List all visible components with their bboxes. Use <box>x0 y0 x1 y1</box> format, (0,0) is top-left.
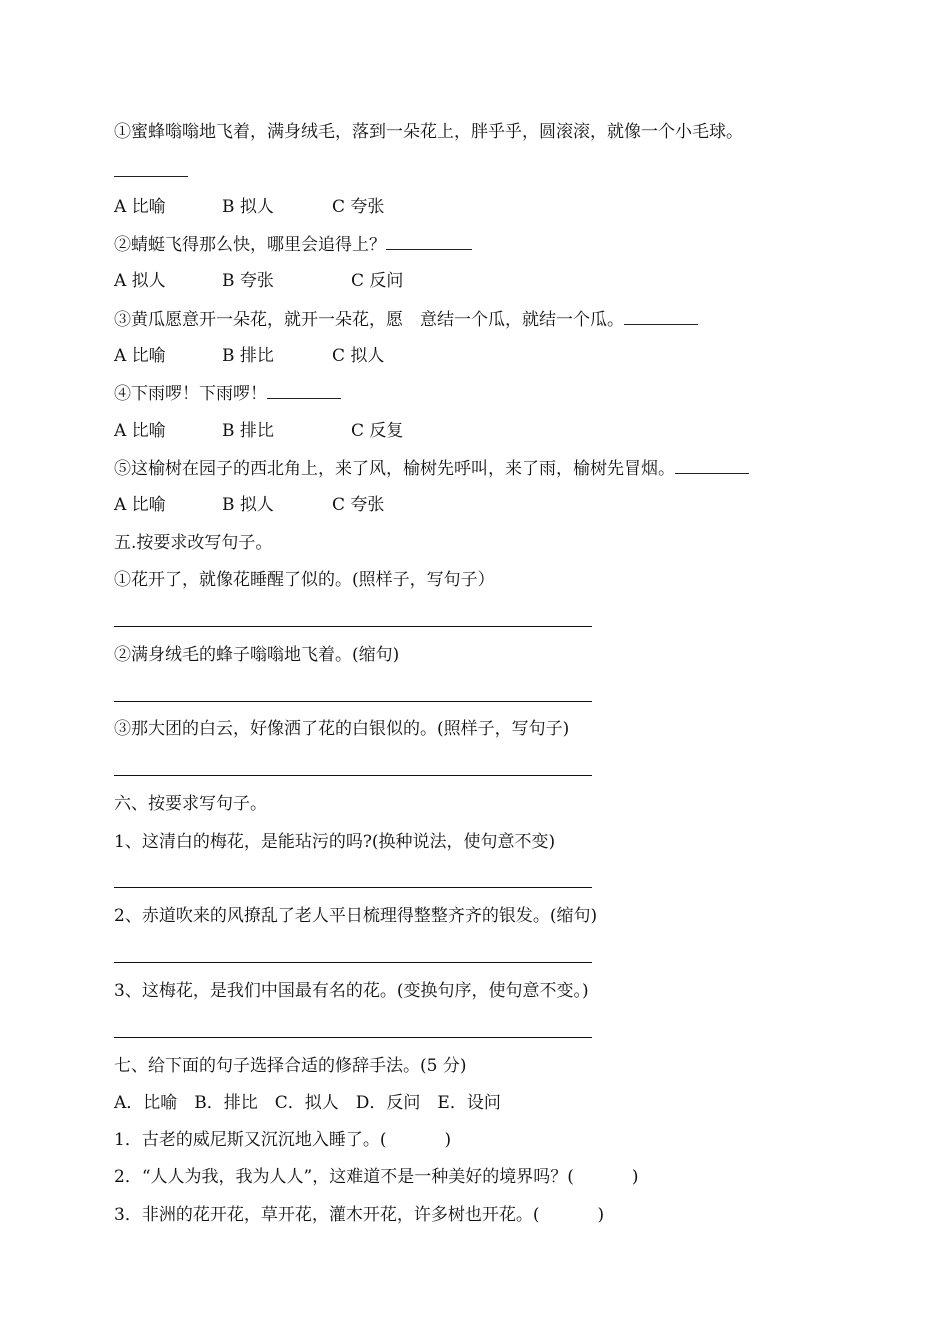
option[interactable]: B 排比 <box>222 346 274 366</box>
section-6-item-3: 3、这梅花，是我们中国最有名的花。(变换句序，使句意不变。) <box>114 981 589 1001</box>
section-5-item-2: ②满身绒毛的蜂子嗡嗡地飞着。(缩句) <box>114 645 400 665</box>
option[interactable]: A 比喻 <box>114 421 166 441</box>
question-3-text: ③黄瓜愿意开一朵花，就开一朵花，愿 意结一个瓜，就结一个瓜。 <box>114 308 698 331</box>
option[interactable]: A 比喻 <box>114 197 166 217</box>
option[interactable]: C 拟人 <box>332 346 385 366</box>
section-7-item-2: 2．“人人为我，我为人人”，这难道不是一种美好的境界吗？( ) <box>114 1167 639 1187</box>
question-3-options <box>114 345 384 367</box>
section-7-options: A．比喻 B．排比 C．拟人 D．反问 E．设问 <box>114 1093 501 1113</box>
answer-blank-4[interactable] <box>267 382 341 399</box>
answer-blank-1[interactable] <box>114 160 188 183</box>
option[interactable]: C 夸张 <box>332 495 385 515</box>
answer-line[interactable] <box>114 887 592 888</box>
section-5-item-1: ①花开了，就像花睡醒了似的。(照样子，写句子） <box>114 570 495 590</box>
option[interactable]: B 夸张 <box>222 271 274 291</box>
option[interactable]: B 排比 <box>222 421 274 441</box>
question-1-text: ①蜜蜂嗡嗡地飞着，满身绒毛，落到一朵花上，胖乎乎，圆滚滚，就像一个小毛球。 <box>114 122 743 142</box>
question-5-options <box>114 494 384 516</box>
question-2-options <box>114 270 403 292</box>
option[interactable]: A 比喻 <box>114 495 166 515</box>
section-7-item-1: 1．古老的威尼斯又沉沉地入睡了。( ) <box>114 1130 452 1150</box>
question-4-text: ④下雨啰！下雨啰！ <box>114 382 341 405</box>
section-7-title: 七、给下面的句子选择合适的修辞手法。(5 分) <box>114 1056 467 1076</box>
answer-line[interactable] <box>114 701 592 702</box>
answer-line[interactable] <box>114 626 592 627</box>
question-4-options <box>114 420 403 442</box>
section-5-title: 五.按要求改写句子。 <box>114 533 273 553</box>
option[interactable]: B 拟人 <box>222 495 274 515</box>
question-5-text: ⑤这榆树在园子的西北角上，来了风，榆树先呼叫，来了雨，榆树先冒烟。 <box>114 457 749 480</box>
section-6-title: 六、按要求写句子。 <box>114 794 267 814</box>
section-5-item-3: ③那大团的白云，好像洒了花的白银似的。(照样子，写句子) <box>114 719 570 739</box>
option[interactable]: C 反复 <box>351 421 404 441</box>
section-6-item-1: 1、这清白的梅花，是能玷污的吗?(换种说法，使句意不变) <box>114 832 556 852</box>
answer-blank-5[interactable] <box>675 457 749 474</box>
option[interactable]: A 比喻 <box>114 346 166 366</box>
answer-blank-3[interactable] <box>624 308 698 325</box>
answer-line[interactable] <box>114 962 592 963</box>
section-7-item-3: 3．非洲的花开花，草开花，灌木开花，许多树也开花。( ) <box>114 1205 605 1225</box>
answer-blank-2[interactable] <box>386 233 472 250</box>
option[interactable]: A 拟人 <box>114 271 166 291</box>
answer-line[interactable] <box>114 775 592 776</box>
answer-line[interactable] <box>114 1037 592 1038</box>
question-1-options <box>114 196 384 218</box>
option[interactable]: C 反问 <box>351 271 404 291</box>
option[interactable]: B 拟人 <box>222 197 274 217</box>
section-6-item-2: 2、赤道吹来的风撩乱了老人平日梳理得整整齐齐的银发。(缩句) <box>114 906 598 926</box>
question-2-text: ②蜻蜓飞得那么快，哪里会追得上？ <box>114 233 472 256</box>
option[interactable]: C 夸张 <box>332 197 385 217</box>
